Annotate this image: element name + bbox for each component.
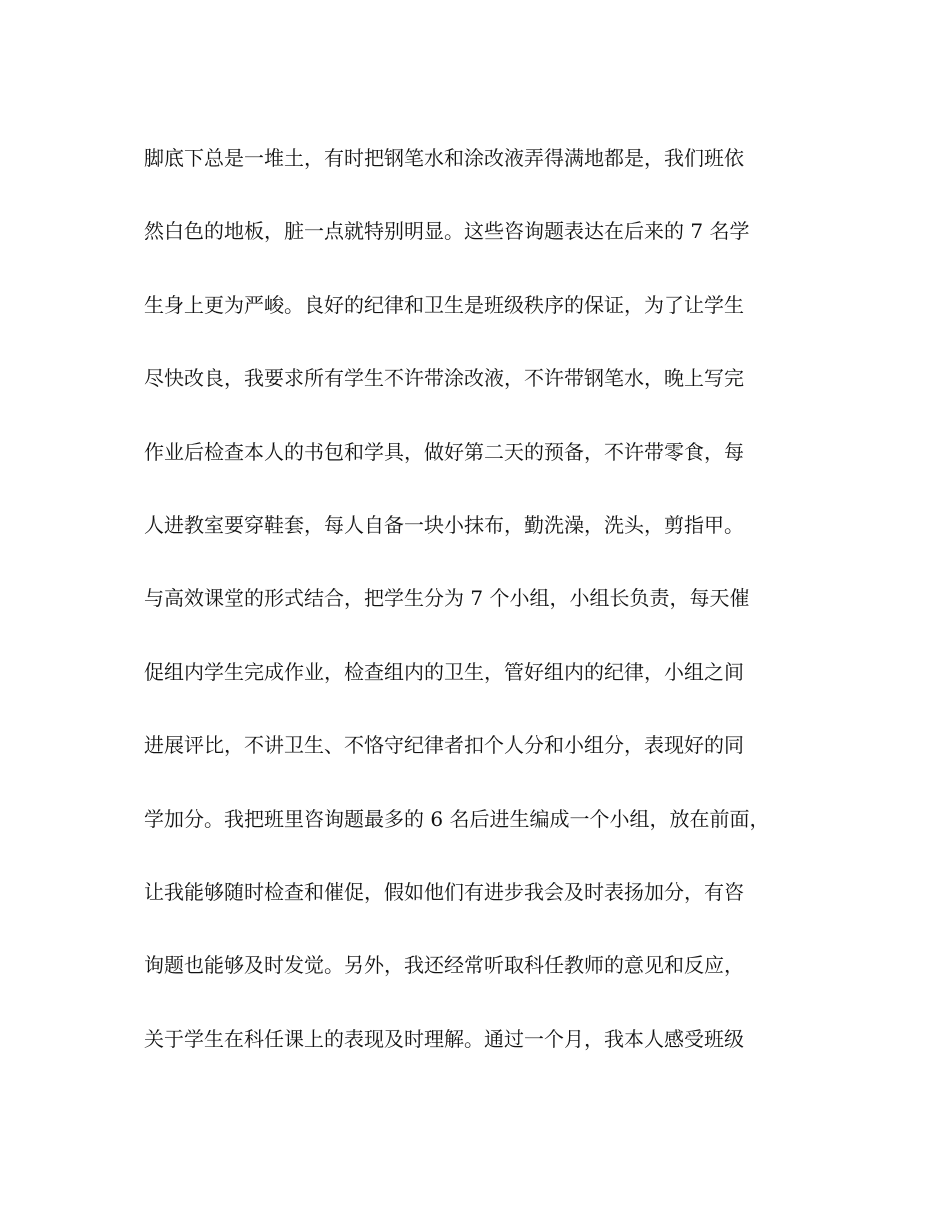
- text-line: 促组内学生完成作业，检查组内的卫生，管好组内的纪律，小组之间: [144, 659, 744, 684]
- text-line: 学加分。我把班里咨询题最多的 6 名后进生编成一个小组，放在前面，: [144, 806, 770, 831]
- text-line: 生身上更为严峻。良好的纪律和卫生是班级秩序的保证，为了让学生: [144, 292, 744, 317]
- text-line: 询题也能够及时发觉。另外，我还经常听取科任教师的意见和反应，: [144, 953, 744, 978]
- text-line: 关于学生在科任课上的表现及时理解。通过一个月，我本人感受班级: [144, 1026, 744, 1051]
- text-line: 与高效课堂的形式结合，把学生分为 7 个小组，小组长负责，每天催: [144, 586, 750, 611]
- text-line: 尽快改良，我要求所有学生不许带涂改液，不许带钢笔水，晚上写完: [144, 366, 744, 391]
- text-line: 让我能够随时检查和催促，假如他们有进步我会及时表扬加分，有咨: [144, 879, 744, 904]
- text-line: 进展评比，不讲卫生、不恪守纪律者扣个人分和小组分，表现好的同: [144, 733, 744, 758]
- text-line: 脚底下总是一堆土，有时把钢笔水和涂改液弄得满地都是，我们班依: [144, 146, 744, 170]
- text-line: 人进教室要穿鞋套，每人自备一块小抹布，勤洗澡，洗头，剪指甲。: [144, 512, 744, 537]
- text-line: 然白色的地板，脏一点就特别明显。这些咨询题表达在后来的 7 名学: [144, 219, 750, 244]
- document-body: [144, 136, 814, 1090]
- text-line: 作业后检查本人的书包和学具，做好第二天的预备，不许带零食，每: [144, 439, 744, 464]
